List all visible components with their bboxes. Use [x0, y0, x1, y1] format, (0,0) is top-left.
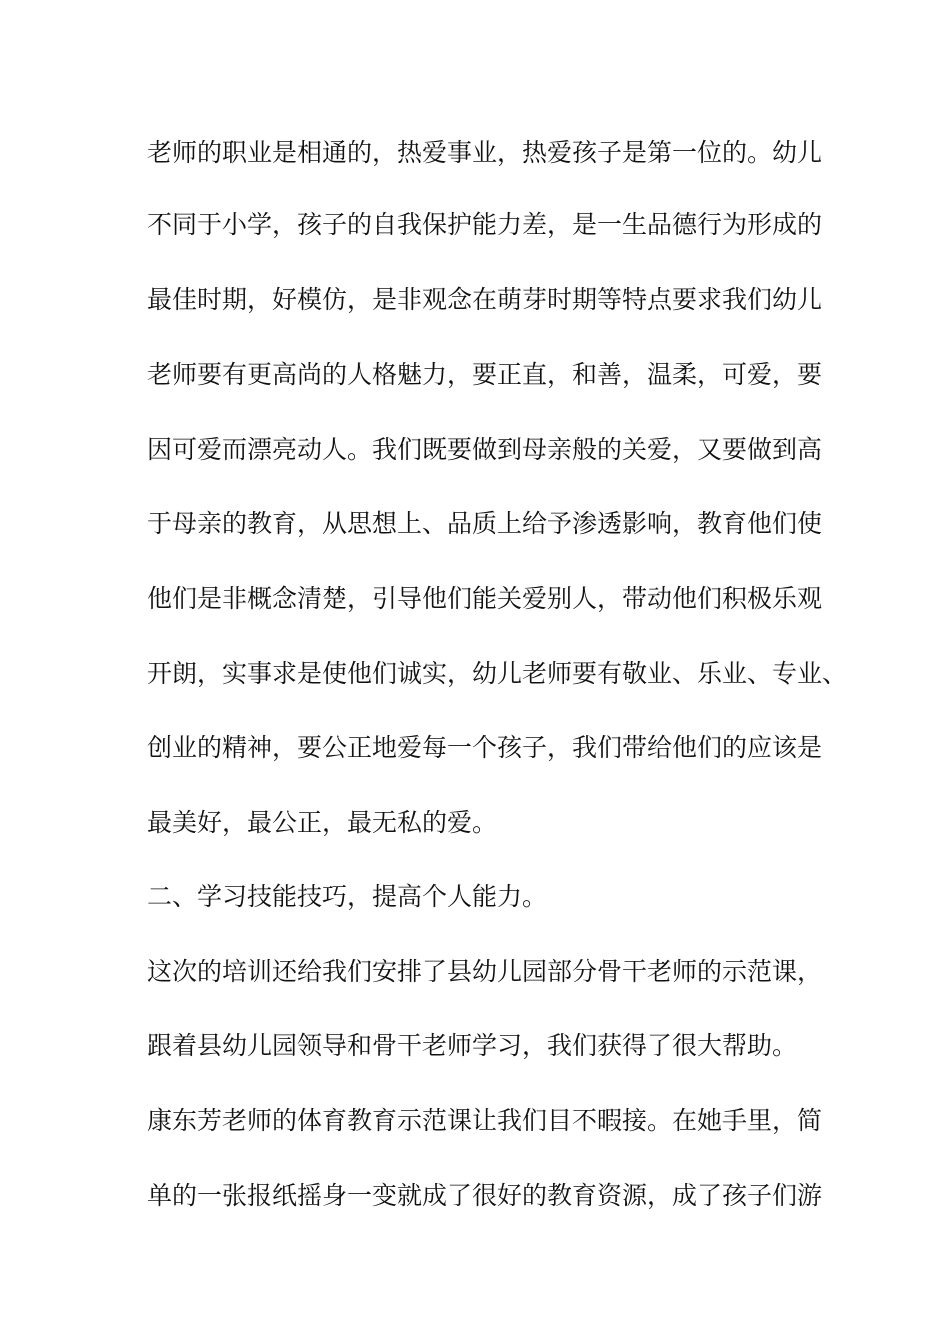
text-line-12: 这次的培训还给我们安排了县幼儿园部分骨干老师的示范课， [147, 957, 823, 986]
text-line-2: 不同于小学，孩子的自我保护能力差，是一生品德行为形成的 [147, 210, 823, 239]
text-line-5: 因可爱而漂亮动人。我们既要做到母亲般的关爱，又要做到高 [147, 435, 823, 464]
text-line-8: 开朗，实事求是使他们诚实，幼儿老师要有敬业、乐业、专业、 [147, 659, 848, 688]
text-line-13: 跟着县幼儿园领导和骨干老师学习，我们获得了很大帮助。 [147, 1031, 798, 1060]
text-line-14: 康东芳老师的体育教育示范课让我们目不暇接。在她手里，简 [147, 1106, 823, 1135]
text-line-3: 最佳时期，好模仿，是非观念在萌芽时期等特点要求我们幼儿 [147, 285, 823, 314]
text-line-1: 老师的职业是相通的，热爱事业，热爱孩子是第一位的。幼儿 [147, 138, 823, 167]
text-line-15: 单的一张报纸摇身一变就成了很好的教育资源，成了孩子们游 [147, 1181, 823, 1210]
text-line-10: 最美好，最公正，最无私的爱。 [147, 808, 498, 837]
text-line-6: 于母亲的教育，从思想上、品质上给予渗透影响，教育他们使 [147, 509, 823, 538]
text-line-9: 创业的精神，要公正地爱每一个孩子，我们带给他们的应该是 [147, 733, 823, 762]
text-line-7: 他们是非概念清楚，引导他们能关爱别人，带动他们积极乐观 [147, 584, 823, 613]
text-line-4: 老师要有更高尚的人格魅力，要正直，和善，温柔，可爱，要 [147, 360, 823, 389]
section-heading: 二、学习技能技巧，提高个人能力。 [147, 882, 548, 911]
